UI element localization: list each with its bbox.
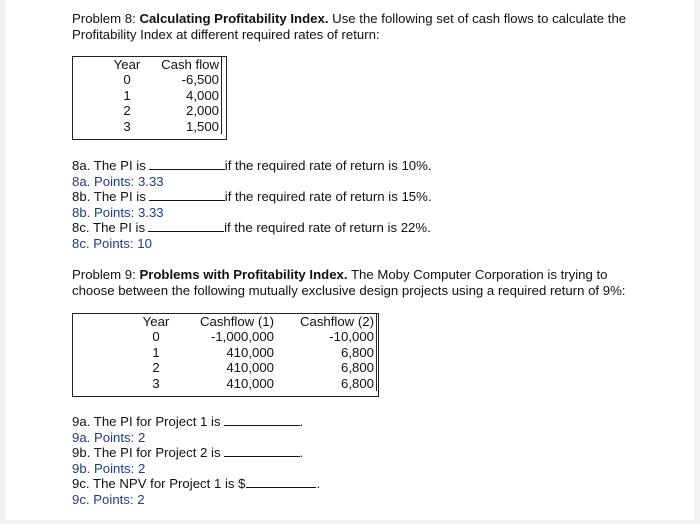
problem8-intro-rest: Use the following set of cash flows to calculate the [328,11,627,26]
question-8b-suffix: if the required rate of return is 15%. [224,189,432,204]
answer-blank-8b[interactable] [149,189,225,201]
year-cell: 2 [123,103,131,119]
question-9c-label: 9c. The NPV for Project 1 is $ [72,476,246,491]
col-header-year: Year [142,314,170,329]
year-cell: 0 [152,329,160,345]
cash-flow-cell: -6,500 [149,72,222,87]
cashflow-2-cell: 6,800 [276,376,377,391]
table-row [105,119,222,134]
col-header-cashflow-2: Cashflow (2) [276,314,377,329]
table-row [136,376,377,391]
table-row [105,103,222,118]
points-8c: 8c. Points: 10 [72,236,152,251]
table-row [136,329,377,344]
points-9c: 9c. Points: 2 [72,492,145,507]
points-9a: 9a. Points: 2 [72,430,146,445]
cash-flow-cell: 1,500 [149,119,222,134]
cashflow-1-cell: 410,000 [226,375,274,391]
question-9c [72,476,320,492]
problem9-intro-line1 [72,267,608,283]
cash-flow-cell: 4,000 [149,88,222,103]
question-9a [72,414,303,430]
cashflow-1-cell: 410,000 [226,360,274,376]
year-cell: 1 [152,344,160,360]
answer-blank-9a[interactable] [224,414,300,426]
problem9-number: Problem 9: [72,267,140,282]
problem8-title: Calculating Profitability Index. [139,11,329,26]
points-8b: 8b. Points: 3.33 [72,205,164,220]
problem9-intro-line2: choose between the following mutually exclusive design projects using a required return of 9%: [72,283,626,298]
table-row [136,360,377,375]
year-cell: 0 [123,72,131,88]
question-9a-label: 9a. The PI for Project 1 is [72,414,221,429]
answer-blank-8c[interactable] [148,220,224,232]
points-8a: 8a. Points: 3.33 [72,174,164,189]
problem8-intro-line1 [72,11,626,27]
table-row [105,88,222,103]
question-9c-suffix: . [316,476,321,491]
cash-flow-cell: 2,000 [149,103,222,118]
answer-blank-9b[interactable] [224,445,300,457]
problem8-number: Problem 8: [72,11,140,26]
question-9a-suffix: . [299,414,304,429]
table-header-row [105,57,222,72]
answer-blank-9c[interactable] [246,476,316,488]
year-cell: 1 [123,87,131,103]
col-header-year: Year [113,57,141,72]
year-cell: 3 [152,375,160,391]
cashflow-2-cell: 6,800 [276,345,377,360]
cashflow-1-cell: 410,000 [226,344,274,360]
question-8c-label: 8c. The PI is [72,220,146,235]
question-8a-suffix: if the required rate of return is 10%. [224,158,432,173]
question-9b-label: 9b. The PI for Project 2 is [72,445,221,460]
points-9b: 9b. Points: 2 [72,461,146,476]
problem9-cashflow-table [136,314,377,391]
question-8b [72,189,432,205]
problem9-intro-rest: The Moby Computer Corporation is trying to [347,267,608,282]
question-8c-suffix: if the required rate of return is 22%. [224,220,431,235]
problem8-intro-line2: Profitability Index at different required rates of return: [72,27,380,42]
cashflow-2-cell: 6,800 [276,360,377,375]
cashflow-1-cell: -1,000,000 [210,329,274,345]
year-cell: 3 [123,118,131,134]
table-row [105,72,222,87]
problem8-cashflow-table [105,57,222,134]
question-9b-suffix: . [299,445,304,460]
question-8a-label: 8a. The PI is [72,158,146,173]
col-header-cash-flow: Cash flow [149,57,222,72]
problem9-title: Problems with Profitability Index. [139,267,348,282]
cashflow-2-cell: -10,000 [276,329,377,344]
worksheet-page [6,0,694,520]
year-cell: 2 [152,360,160,376]
question-9b [72,445,303,461]
col-header-cashflow-1: Cashflow (1) [199,314,274,329]
question-8b-label: 8b. The PI is [72,189,146,204]
answer-blank-8a[interactable] [149,158,225,170]
question-8c [72,220,431,236]
table-header-row [136,314,377,329]
table-row [136,345,377,360]
question-8a [72,158,432,174]
